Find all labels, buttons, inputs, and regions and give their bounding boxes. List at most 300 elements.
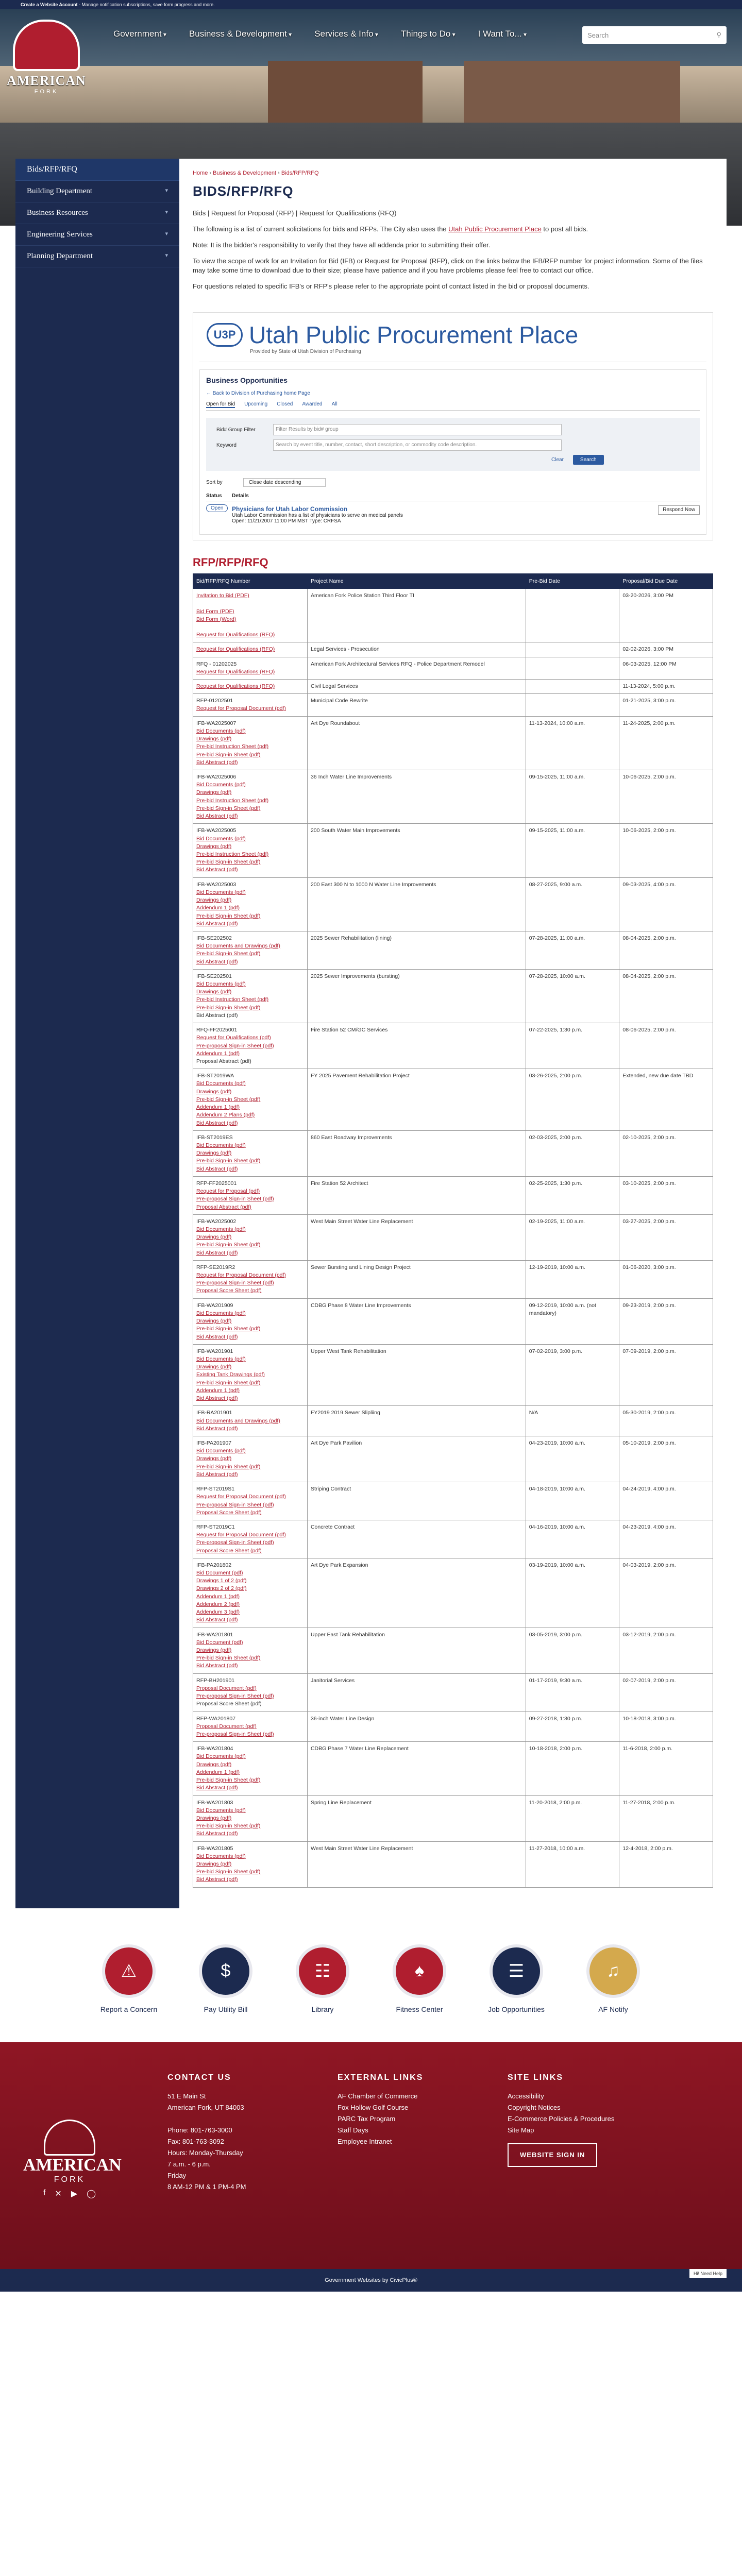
document-link[interactable]: Addendum 1 (pdf) [196, 1050, 240, 1057]
document-link[interactable]: Addendum 1 (pdf) [196, 905, 240, 911]
project-name: Fire Station 52 Architect [307, 1176, 526, 1214]
bid-number-cell [193, 1628, 308, 1673]
document-link[interactable]: Drawings (pdf) [196, 989, 232, 995]
bid-number: RFP-ST2019C1 [196, 1523, 235, 1530]
document-link[interactable]: Bid Abstract (pdf) [196, 1120, 238, 1126]
external-link[interactable]: PARC Tax Program [338, 2114, 396, 2123]
document-link[interactable]: Pre-bid Sign-in Sheet (pdf) [196, 859, 261, 866]
contact-line: 7 a.m. - 6 p.m. [167, 2160, 211, 2168]
project-name: American Fork Police Station Third Floor TI [307, 589, 526, 642]
table-row [193, 1520, 713, 1558]
bid-number: RFP-SE2019R2 [196, 1264, 235, 1270]
tab-closed[interactable]: Closed [277, 401, 293, 408]
document-link[interactable]: Addendum 1 (pdf) [196, 1769, 240, 1775]
document-link[interactable]: Bid Documents (pdf) [196, 1226, 246, 1232]
document-link[interactable]: Addendum 1 (pdf) [196, 1104, 240, 1111]
scope-paragraph: To view the scope of work for an Invitation for Bid (IFB) or Request for Proposal (RFP), click on the links below the IFB/RFP number for project information. Some of the files may take some time to download due to their size; please have patience and if you have problems please feel free to contact our office. [193, 257, 703, 275]
nav-item[interactable]: I Want To... ▾ [478, 29, 527, 39]
document-link[interactable]: Bid Abstract (pdf) [196, 867, 238, 873]
document-link[interactable]: Drawings (pdf) [196, 1088, 232, 1095]
breadcrumb-current[interactable]: Bids/RFP/RFQ [281, 170, 319, 176]
bid-number: IFB-RA201901 [196, 1410, 232, 1416]
document-link[interactable]: Proposal Score Sheet (pdf) [196, 1547, 262, 1554]
sidebar-item[interactable]: Planning Department ▾ [15, 246, 179, 267]
nav-item[interactable]: Business & Development ▾ [189, 29, 292, 39]
project-name: West Main Street Water Line Replacement [307, 1214, 526, 1260]
document-link[interactable]: Request for Proposal Document (pdf) [196, 705, 286, 712]
pre-bid-date: 11-27-2018, 10:00 a.m. [526, 1841, 619, 1887]
table-row [193, 1214, 713, 1260]
upp-header [193, 313, 713, 350]
document-link[interactable]: Drawings (pdf) [196, 1455, 232, 1462]
document-link[interactable]: Pre-bid Sign-in Sheet (pdf) [196, 1777, 261, 1784]
document-link[interactable]: Request for Proposal Document (pdf) [196, 1494, 286, 1500]
sort-select[interactable]: Close date descending [243, 478, 326, 487]
document-link[interactable]: Pre-bid Sign-in Sheet (pdf) [196, 912, 261, 919]
document-link[interactable]: Drawings (pdf) [196, 736, 232, 742]
project-name: West Main Street Water Line Replacement [307, 1841, 526, 1887]
group-filter-input[interactable]: Filter Results by bid# group [273, 424, 562, 435]
table-row [193, 1628, 713, 1673]
tab-awarded[interactable]: Awarded [302, 401, 323, 408]
due-date: 01-21-2025, 3:00 p.m. [619, 694, 713, 716]
x-icon[interactable]: ✕ [55, 2189, 62, 2198]
document-link[interactable]: Bid Documents (pdf) [196, 1753, 246, 1760]
document-link[interactable]: Addendum 1 (pdf) [196, 1593, 240, 1600]
external-link[interactable]: Staff Days [338, 2126, 368, 2134]
document-link[interactable]: Bid Abstract (pdf) [196, 1395, 238, 1402]
youtube-icon[interactable]: ▶ [71, 2189, 78, 2198]
document-link[interactable]: Pre-bid Sign-in Sheet (pdf) [196, 1463, 261, 1470]
document-link[interactable]: Request for Proposal Document (pdf) [196, 1272, 286, 1279]
bid-number: IFB-WA201909 [196, 1302, 233, 1309]
quick-link[interactable] [274, 1944, 371, 2042]
project-name: 200 East 300 N to 1000 N Water Line Improvements [307, 877, 526, 931]
pre-bid-date: 01-17-2019, 9:30 a.m. [526, 1673, 619, 1711]
document-link[interactable]: Bid Abstract (pdf) [196, 1831, 238, 1837]
project-name: Upper East Tank Rehabilitation [307, 1628, 526, 1673]
document-link[interactable]: Bid Form (PDF) [196, 608, 234, 615]
due-date: 11-24-2025, 2:00 p.m. [619, 716, 713, 770]
document-link[interactable]: Bid Documents and Drawings (pdf) [196, 943, 280, 950]
bid-number-cell [193, 1742, 308, 1795]
table-row [193, 1176, 713, 1214]
tab-all[interactable]: All [331, 401, 338, 408]
table-row [193, 1711, 713, 1742]
document-link[interactable]: Bid Documents (pdf) [196, 981, 246, 988]
logo-badge [44, 2120, 95, 2156]
due-date: 05-10-2019, 2:00 p.m. [619, 1436, 713, 1482]
document-link[interactable]: Bid Abstract (pdf) [196, 1333, 238, 1340]
document-link[interactable]: Bid Abstract (pdf) [196, 759, 238, 766]
document-link[interactable]: Addendum 2 Plans (pdf) [196, 1112, 255, 1118]
table-row [193, 931, 713, 969]
document-link[interactable]: Drawings (pdf) [196, 789, 232, 796]
due-date: 04-24-2019, 4:00 p.m. [619, 1482, 713, 1520]
project-name: Fire Station 52 CM/GC Services [307, 1023, 526, 1069]
document-link[interactable]: Drawings (pdf) [196, 1364, 232, 1370]
table-row [193, 824, 713, 877]
book-icon: ☷ [296, 1944, 349, 1998]
document-link[interactable]: Addendum 1 (pdf) [196, 1387, 240, 1394]
note-paragraph: Note: It is the bidder's responsibility to verify that they have all addenda prior to submitting their offer. [193, 241, 491, 249]
document-link[interactable]: Drawings 1 of 2 (pdf) [196, 1578, 247, 1584]
site-logo[interactable] [5, 20, 88, 97]
table-row [193, 694, 713, 716]
site-link[interactable]: Accessibility [508, 2092, 544, 2100]
website-sign-in-button[interactable]: WEBSITE SIGN IN [508, 2143, 597, 2167]
due-date: 10-18-2018, 3:00 p.m. [619, 1711, 713, 1742]
project-name: Upper West Tank Rehabilitation [307, 1344, 526, 1406]
due-date: 06-03-2025, 12:00 PM [619, 657, 713, 679]
document-link[interactable]: Bid Documents (pdf) [196, 1448, 246, 1454]
bid-number: IFB-SE202501 [196, 973, 232, 979]
opportunity-header: Status Details [206, 491, 700, 501]
external-link[interactable]: Fox Hollow Golf Course [338, 2103, 409, 2111]
quick-link-label: AF Notify [598, 2005, 628, 2013]
quick-link[interactable] [80, 1944, 177, 2042]
respond-button[interactable]: Respond Now [658, 505, 700, 515]
table-row [193, 1795, 713, 1841]
sidebar-item[interactable]: Engineering Services ▾ [15, 224, 179, 246]
document-link[interactable]: Bid Abstract (pdf) [196, 1471, 238, 1478]
project-name: Janitorial Services [307, 1673, 526, 1711]
questions-paragraph: For questions related to specific IFB's or RFP's please refer to the appropriate point of contact listed in the bid or proposal documents. [193, 282, 589, 291]
document-link[interactable]: Drawings (pdf) [196, 1647, 232, 1653]
warning-icon: ⚠ [102, 1944, 156, 1998]
document-link[interactable]: Bid Documents (pdf) [196, 1853, 246, 1859]
pre-bid-date: 11-13-2024, 10:00 a.m. [526, 716, 619, 770]
pre-bid-date: 12-19-2019, 10:00 a.m. [526, 1260, 619, 1298]
pre-bid-date: 07-28-2025, 10:00 a.m. [526, 969, 619, 1023]
upp-link[interactable]: Utah Public Procurement Place [448, 225, 542, 233]
document-link[interactable]: Proposal Document (pdf) [196, 1723, 257, 1730]
document-link[interactable]: Addendum 3 (pdf) [196, 1609, 240, 1616]
bid-number-cell [193, 877, 308, 931]
status-badge: Open [206, 504, 228, 512]
document-link[interactable]: Pre-bid Sign-in Sheet (pdf) [196, 1655, 261, 1662]
external-link[interactable]: AF Chamber of Commerce [338, 2092, 418, 2100]
contact-line: Fax: 801-763-3092 [167, 2138, 224, 2146]
document-link[interactable]: Pre-proposal Sign-in Sheet (pdf) [196, 1196, 274, 1202]
project-name: 2025 Sewer Improvements (bursting) [307, 969, 526, 1023]
nav-item[interactable]: Government ▾ [113, 29, 166, 39]
document-link[interactable]: Bid Abstract (pdf) [196, 920, 238, 927]
column-header: Project Name [307, 574, 526, 589]
bottom-bar[interactable]: Government Websites by CivicPlus® [0, 2269, 742, 2292]
logo-badge [13, 20, 80, 71]
search-icon[interactable]: ⚲ [716, 31, 721, 39]
upp-widget [193, 312, 713, 540]
document-link[interactable]: Request for Qualifications (pdf) [196, 1035, 271, 1041]
opportunity-tabs [206, 401, 700, 411]
project-name: Striping Contract [307, 1482, 526, 1520]
document-link[interactable]: Pre-proposal Sign-in Sheet (pdf) [196, 1501, 274, 1508]
bid-number-cell [193, 589, 308, 642]
table-row [193, 969, 713, 1023]
project-name: 36-inch Water Line Design [307, 1711, 526, 1742]
document-link[interactable]: Bid Abstract (pdf) [196, 1663, 238, 1669]
document-link[interactable]: Bid Abstract (pdf) [196, 1425, 238, 1432]
document-link[interactable]: Request for Qualifications (RFQ) [196, 668, 275, 675]
quick-link[interactable] [468, 1944, 565, 2042]
document-link[interactable]: Request for Qualifications (RFQ) [196, 632, 275, 638]
document-link[interactable]: Pre-proposal Sign-in Sheet (pdf) [196, 1731, 274, 1737]
clear-button[interactable]: Clear [551, 457, 564, 463]
document-link[interactable]: Pre-bid Sign-in Sheet (pdf) [196, 805, 261, 811]
document-link[interactable]: Bid Documents (pdf) [196, 1142, 246, 1148]
site-link[interactable]: E-Commerce Policies & Procedures [508, 2114, 615, 2123]
bid-number: IFB-PA201907 [196, 1439, 232, 1446]
document-link[interactable]: Pre-bid Sign-in Sheet (pdf) [196, 1823, 261, 1829]
document-link[interactable]: Pre-bid Instruction Sheet (pdf) [196, 797, 269, 804]
bid-number-cell [193, 969, 308, 1023]
external-link[interactable]: Employee Intranet [338, 2138, 392, 2146]
pre-bid-date: 03-26-2025, 2:00 p.m. [526, 1069, 619, 1131]
document-link[interactable]: Bid Document (pdf) [196, 1570, 243, 1577]
sidebar [15, 159, 179, 1908]
project-name: FY 2025 Pavement Rehabilitation Project [307, 1069, 526, 1131]
bid-number: IFB-WA201803 [196, 1799, 233, 1806]
document-link[interactable]: Request for Qualifications (RFQ) [196, 646, 275, 653]
opportunity-row [206, 501, 700, 528]
project-name: Sewer Bursting and Lining Design Project [307, 1260, 526, 1298]
pre-bid-date [526, 694, 619, 716]
bid-number: IFB-WA2025007 [196, 720, 237, 726]
keyword-input[interactable]: Search by event title, number, contact, short description, or commodity code description. [273, 439, 562, 451]
bid-number: RFQ - 01202025 [196, 660, 237, 667]
due-date: 11-6-2018, 2:00 p.m. [619, 1742, 713, 1795]
sidebar-item[interactable]: Business Resources ▾ [15, 202, 179, 224]
document-link[interactable]: Bid Abstract (pdf) [196, 1876, 238, 1883]
quick-link[interactable] [371, 1944, 468, 2042]
opportunity-meta: Open: 11/21/2007 11:00 PM MST Type: CRFSA [232, 518, 341, 524]
pre-bid-date: 02-25-2025, 1:30 p.m. [526, 1176, 619, 1214]
bid-number: IFB-WA201901 [196, 1348, 233, 1354]
sidebar-item[interactable]: Building Department ▾ [15, 181, 179, 202]
intro-line: Bids | Request for Proposal (RFP) | Request for Qualifications (RFQ) [193, 209, 397, 217]
pre-bid-date: 07-28-2025, 11:00 a.m. [526, 931, 619, 969]
due-date: 01-06-2020, 3:00 p.m. [619, 1260, 713, 1298]
instagram-icon[interactable]: ◯ [87, 2189, 96, 2198]
document-link[interactable]: Bid Documents (pdf) [196, 1310, 246, 1316]
document-link[interactable]: Pre-bid Sign-in Sheet (pdf) [196, 1242, 261, 1248]
bid-number-cell [193, 1023, 308, 1069]
top-announcement-bar[interactable]: Create a Website Account - Manage notification subscriptions, save form progress and more. [0, 0, 742, 9]
document-link[interactable]: Drawings 2 of 2 (pdf) [196, 1585, 247, 1592]
bid-number: IFB-SE202502 [196, 935, 232, 941]
quick-link-label: Report a Concern [100, 2005, 158, 2013]
filter-label: Bid# Group Filter [216, 427, 256, 433]
dollar-icon: $ [199, 1944, 252, 1998]
footer-logo-text: AMERICAN [23, 2155, 122, 2175]
document-link[interactable]: Bid Documents (pdf) [196, 1356, 246, 1362]
bid-number-cell [193, 680, 308, 694]
section-title: RFP/RFP/RFQ [193, 556, 268, 569]
document-link[interactable]: Bid Abstract (pdf) [196, 958, 238, 965]
site-link[interactable]: Copyright Notices [508, 2103, 561, 2111]
bid-number: IFB-WA201804 [196, 1745, 233, 1752]
due-date: 09-23-2019, 2:00 p.m. [619, 1298, 713, 1344]
document-link[interactable]: Bid Document (pdf) [196, 1639, 243, 1646]
document-link[interactable]: Drawings (pdf) [196, 1861, 232, 1868]
document-link[interactable]: Bid Documents (pdf) [196, 1080, 246, 1087]
document-link[interactable]: Drawings (pdf) [196, 1761, 232, 1768]
table-row [193, 716, 713, 770]
document-link[interactable]: Bid Form (Word) [196, 616, 237, 622]
due-date: 05-30-2019, 2:00 p.m. [619, 1406, 713, 1436]
building-shape [268, 61, 423, 123]
document-link[interactable]: Invitation to Bid (PDF) [196, 592, 249, 599]
document-link[interactable]: Bid Abstract (pdf) [196, 1249, 238, 1256]
due-date: 04-23-2019, 4:00 p.m. [619, 1520, 713, 1558]
pre-bid-date: 11-20-2018, 2:00 p.m. [526, 1795, 619, 1841]
due-date: 04-03-2019, 2:00 p.m. [619, 1558, 713, 1628]
table-row [193, 1130, 713, 1176]
document-link[interactable]: Bid Abstract (pdf) [196, 1785, 238, 1791]
document-link[interactable]: Proposal Score Sheet (pdf) [196, 1287, 262, 1294]
opportunity-title[interactable]: Physicians for Utah Labor Commission [232, 505, 348, 513]
tab-upcoming[interactable]: Upcoming [244, 401, 268, 408]
bid-number-cell [193, 931, 308, 969]
table-row [193, 1436, 713, 1482]
sidebar-current[interactable]: Bids/RFP/RFQ [15, 159, 179, 181]
project-name: Concrete Contract [307, 1520, 526, 1558]
document-link[interactable]: Drawings (pdf) [196, 843, 232, 850]
document-link[interactable]: Pre-bid Sign-in Sheet (pdf) [196, 1379, 261, 1386]
pre-bid-date: 09-15-2025, 11:00 a.m. [526, 824, 619, 877]
contact-line: Friday [167, 2172, 187, 2180]
logo-subtext: FORK [34, 89, 59, 95]
document-link[interactable]: Drawings (pdf) [196, 897, 232, 904]
document-link[interactable]: Request for Proposal Document (pdf) [196, 1532, 286, 1538]
due-date: 03-20-2026, 3:00 PM [619, 589, 713, 642]
table-row [193, 1742, 713, 1795]
table-row [193, 657, 713, 679]
breadcrumb: Home › Business & Development › Bids/RFP/RFQ [193, 170, 319, 176]
document-link[interactable]: Proposal Abstract (pdf) [196, 1204, 251, 1210]
spacer [196, 600, 304, 607]
contact-line: American Fork, UT 84003 [167, 2103, 244, 2111]
bid-number-cell [193, 1520, 308, 1558]
document-link[interactable]: Pre-proposal Sign-in Sheet (pdf) [196, 1693, 274, 1700]
filter-panel [206, 418, 700, 471]
table-row [193, 1260, 713, 1298]
document-link[interactable]: Pre-bid Sign-in Sheet (pdf) [196, 751, 261, 758]
site-link[interactable]: Site Map [508, 2126, 534, 2134]
table-row [193, 1482, 713, 1520]
document-link[interactable]: Pre-proposal Sign-in Sheet (pdf) [196, 1539, 274, 1546]
nav-item[interactable]: Services & Info ▾ [314, 29, 378, 39]
project-name: Spring Line Replacement [307, 1795, 526, 1841]
document-link[interactable]: Bid Documents and Drawings (pdf) [196, 1417, 280, 1424]
search-input[interactable]: Search [587, 31, 609, 39]
document-link[interactable]: Proposal Score Sheet (pdf) [196, 1509, 262, 1516]
bid-number-cell [193, 694, 308, 716]
bid-number: RFP-01202501 [196, 698, 233, 704]
due-date: 09-03-2025, 4:00 p.m. [619, 877, 713, 931]
column-header: Pre-Bid Date [526, 574, 619, 589]
breadcrumb-business[interactable]: Business & Development [213, 170, 277, 176]
document-link[interactable]: Request for Qualifications (RFQ) [196, 683, 275, 690]
back-link[interactable]: ← Back to Division of Purchasing home Page [206, 391, 310, 397]
quick-link-label: Fitness Center [396, 2005, 443, 2013]
document-link[interactable]: Pre-bid Sign-in Sheet (pdf) [196, 951, 261, 957]
document-link[interactable]: Bid Documents (pdf) [196, 727, 246, 734]
document-link[interactable]: Drawings (pdf) [196, 1150, 232, 1157]
document-link[interactable]: Pre-bid Instruction Sheet (pdf) [196, 996, 269, 1003]
main-content [179, 159, 727, 1908]
upp-logo-icon: U3P [207, 323, 243, 347]
opportunities-title: Business Opportunities [206, 376, 288, 385]
due-date: 08-04-2025, 2:00 p.m. [619, 931, 713, 969]
tab-open-for-bid[interactable]: Open for Bid [206, 401, 235, 408]
bid-number-cell [193, 770, 308, 824]
document-link[interactable]: Bid Documents (pdf) [196, 889, 246, 895]
document-link[interactable]: Pre-bid Instruction Sheet (pdf) [196, 851, 269, 857]
project-name: Legal Services - Prosecution [307, 642, 526, 657]
document-link[interactable]: Pre-bid Sign-in Sheet (pdf) [196, 1326, 261, 1332]
quick-link[interactable] [565, 1944, 662, 2042]
document-link[interactable]: Pre-bid Sign-in Sheet (pdf) [196, 1004, 261, 1011]
document-link[interactable]: Pre-bid Sign-in Sheet (pdf) [196, 1158, 261, 1164]
nav-item[interactable]: Things to Do ▾ [401, 29, 456, 39]
bid-number: IFB-PA201802 [196, 1562, 232, 1568]
facebook-icon[interactable]: f [43, 2188, 46, 2197]
bid-number: IFB-WA2025006 [196, 774, 237, 780]
footer [0, 2042, 742, 2276]
pre-bid-date: 09-12-2019, 10:00 a.m. (not mandatory) [526, 1298, 619, 1344]
document-link[interactable]: Bid Documents (pdf) [196, 782, 246, 788]
pre-bid-date: 03-19-2019, 10:00 a.m. [526, 1558, 619, 1628]
document-link[interactable]: Pre-proposal Sign-in Sheet (pdf) [196, 1280, 274, 1286]
document-link[interactable]: Bid Documents (pdf) [196, 835, 246, 842]
due-date: 11-13-2024, 5:00 p.m. [619, 680, 713, 694]
document-link[interactable]: Proposal Document (pdf) [196, 1685, 257, 1691]
document-link[interactable]: Bid Abstract (pdf) [196, 813, 238, 820]
table-row [193, 680, 713, 694]
footer-logo[interactable] [23, 2120, 122, 2199]
quick-link-label: Job Opportunities [488, 2005, 545, 2013]
pre-bid-date [526, 680, 619, 694]
document-link[interactable]: Pre-bid Sign-in Sheet (pdf) [196, 1096, 261, 1103]
document-label: Proposal Score Sheet (pdf) [196, 1701, 262, 1707]
document-link[interactable]: Request for Proposal (pdf) [196, 1188, 260, 1195]
pre-bid-date: 04-23-2019, 10:00 a.m. [526, 1436, 619, 1482]
document-link[interactable]: Bid Abstract (pdf) [196, 1617, 238, 1623]
logo-text: AMERICAN [7, 73, 86, 88]
document-link[interactable]: Drawings (pdf) [196, 1815, 232, 1821]
document-link[interactable]: Addendum 2 (pdf) [196, 1601, 240, 1607]
document-link[interactable]: Bid Abstract (pdf) [196, 1165, 238, 1172]
bid-number-cell [193, 1069, 308, 1131]
quick-link[interactable] [177, 1944, 274, 2042]
breadcrumb-home[interactable]: Home [193, 170, 208, 176]
document-link[interactable]: Drawings (pdf) [196, 1318, 232, 1325]
document-link[interactable]: Pre-bid Instruction Sheet (pdf) [196, 743, 269, 750]
document-link[interactable]: Pre-proposal Sign-in Sheet (pdf) [196, 1042, 274, 1049]
help-widget[interactable]: Hi! Need Help [689, 2269, 727, 2278]
spacer [196, 623, 304, 631]
contact-line: Hours: Monday-Thursday [167, 2149, 243, 2157]
document-link[interactable]: Drawings (pdf) [196, 1234, 232, 1241]
filter-label: Keyword [216, 442, 237, 448]
document-link[interactable]: Bid Documents (pdf) [196, 1807, 246, 1814]
search-button[interactable]: Search [573, 455, 604, 465]
document-link[interactable]: Existing Tank Drawings (pdf) [196, 1371, 265, 1378]
contact-column: CONTACT US 51 E Main St American Fork, UT 84003 Phone: 801-763-3000 Fax: 801-763-3092 Hours: Monday-Thursday 7 a.m. - 6 p.m. Friday 8 AM-12 PM & 1 PM-4 PM [167, 2073, 338, 2269]
document-link[interactable]: Pre-bid Sign-in Sheet (pdf) [196, 1869, 261, 1875]
